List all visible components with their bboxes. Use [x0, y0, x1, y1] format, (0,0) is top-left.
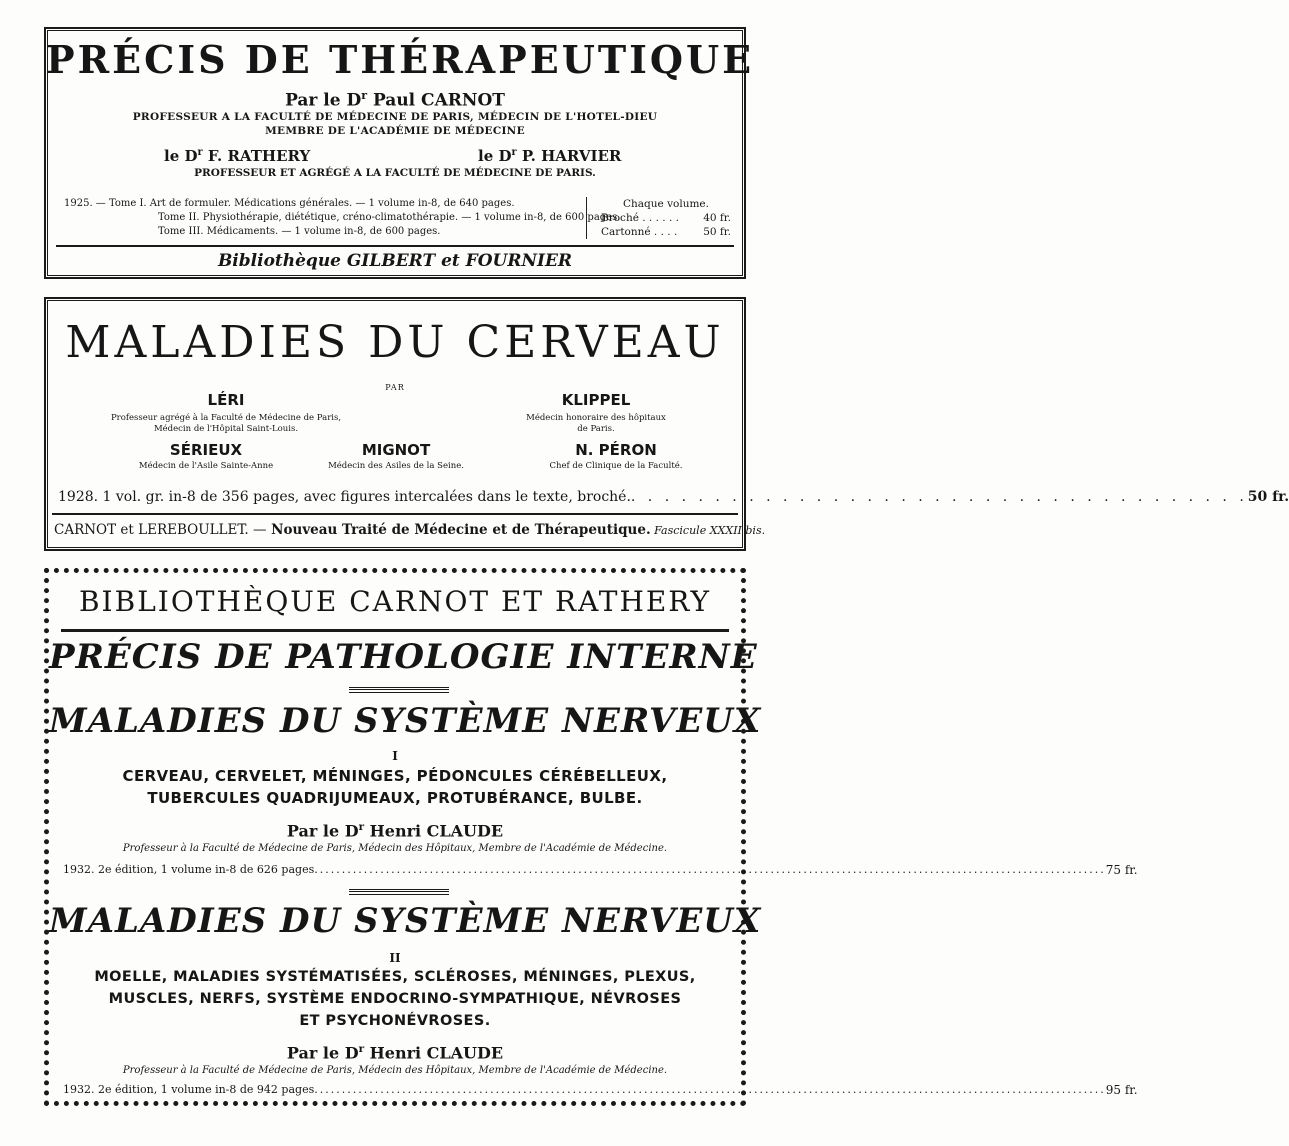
vol1-desc-line: TUBERCULES QUADRIJUMEAUX, PROTUBÉRANCE, BULBE.: [147, 789, 643, 807]
author-sup: r: [361, 89, 368, 102]
series-title: BIBLIOTHÈQUE CARNOT ET RATHERY: [78, 585, 712, 618]
cerveau-title: MALADIES DU CERVEAU: [65, 317, 725, 368]
leader-dots: ................................................................................................................................................: [314, 863, 1106, 876]
cerveau-price: 50 fr.: [1247, 489, 1289, 505]
vol1-title: MALADIES DU SYSTÈME NERVEUX: [49, 701, 762, 741]
author-leri-affiliation: Professeur agrégé à la Faculté de Médecine de Paris, Médecin de l'Hôpital Saint-Louis.: [110, 413, 342, 434]
vol2-title: MALADIES DU SYSTÈME NERVEUX: [49, 901, 762, 941]
vol1-price: 75 fr.: [1105, 863, 1138, 877]
author-peron: N. PÉRON: [575, 441, 657, 459]
vol2-author-affiliation: Professeur à la Faculté de Médecine de Paris, Médecin des Hôpitaux, Membre de l'Académie de Médecine.: [122, 1065, 668, 1076]
vol2-desc-line: ET PSYCHONÉVROSES.: [299, 1013, 491, 1029]
vol1-desc-line: CERVEAU, CERVELET, MÉNINGES, PÉDONCULES CÉRÉBELLEUX,: [122, 767, 668, 785]
publisher-line: Bibliothèque GILBERT et FOURNIER: [217, 251, 573, 271]
author-klippel: KLIPPEL: [561, 391, 631, 409]
author-serieux-affiliation: Médecin de l'Asile Sainte-Anne: [138, 461, 274, 471]
therapeutique-title: PRÉCIS DE THÉRAPEUTIQUE: [46, 37, 755, 82]
series-subtitle: PRÉCIS DE PATHOLOGIE INTERNE: [49, 637, 758, 677]
volume-line: Tome III. Médicaments. — 1 volume in-8, de 600 pages.: [158, 226, 441, 237]
author-serieux: SÉRIEUX: [169, 441, 243, 459]
vol2-edition-info: 1932. 2e édition, 1 volume in-8 de 942 pages ................................................................................................................................................ 95 fr.: [63, 1083, 1138, 1097]
author-peron-affiliation: Chef de Clinique de la Faculté.: [549, 461, 683, 471]
divider: [349, 687, 449, 693]
divider: [52, 513, 738, 515]
traite-line: CARNOT et LEREBOULLET. — Nouveau Traité de Médecine et de Thérapeutique. Fascicule XXXII bis.: [54, 522, 766, 538]
price-heading: Chaque volume.: [623, 198, 709, 210]
vol2-desc-line: MUSCLES, NERFS, SYSTÈME ENDOCRINO-SYMPATHIQUE, NÉVROSES: [108, 991, 682, 1007]
coauthor-affiliation: PROFESSEUR ET AGRÉGÉ A LA FACULTÉ DE MÉDECINE DE PARIS.: [194, 167, 596, 179]
author-affiliation-2: MEMBRE DE L'ACADÉMIE DE MÉDECINE: [265, 125, 525, 137]
leader-dots: . . . . . . . . . . . . . . . . . . . . . . . . . . . . . . . . . . . . .: [630, 489, 1248, 505]
vol1-number: I: [392, 749, 398, 763]
volume-line: Tome II. Physiothérapie, diététique, créno-climatothérapie. — 1 volume in-8, de 600 pages.: [158, 212, 621, 223]
main-author: [46, 89, 744, 111]
coauthor-name: P. HARVIER: [521, 147, 622, 165]
vol1-author: Par le $D^r$ Henri CLAUDE: [286, 821, 504, 841]
par-label: PAR: [385, 383, 405, 392]
coauthor-prefix: le D: [478, 147, 512, 165]
coauthor-harvier: [478, 147, 621, 165]
author-mignot: MIGNOT: [361, 441, 431, 459]
divider: [349, 889, 449, 895]
price-box: [586, 197, 731, 239]
author-prefix: Par le D: [285, 90, 362, 111]
cerveau-advert: [44, 297, 1289, 551]
vol1-author-affiliation: Professeur à la Faculté de Médecine de Paris, Médecin des Hôpitaux, Membre de l'Académie de Médecine.: [122, 843, 668, 854]
vol1-edition-info: 1932. 2e édition, 1 volume in-8 de 626 pages ................................................................................................................................................ 75 fr.: [63, 863, 1138, 877]
divider: [56, 245, 734, 247]
coauthor-sup: r: [197, 147, 203, 158]
divider: [61, 629, 729, 632]
coauthor-prefix: le D: [164, 147, 198, 165]
price-row-cartonne: Cartonné . . . . 50 fr.: [601, 226, 731, 238]
vol2-price: 95 fr.: [1105, 1083, 1138, 1097]
author-name: Paul CARNOT: [367, 90, 505, 111]
vol2-number: II: [389, 951, 401, 965]
author-klippel-affiliation: Médecin honoraire des hôpitaux de Paris.: [526, 413, 666, 434]
volume-list: [64, 197, 620, 239]
coauthor-name: F. RATHERY: [207, 147, 311, 165]
vol2-desc-line: MOELLE, MALADIES SYSTÉMATISÉES, SCLÉROSES, MÉNINGES, PLEXUS,: [94, 969, 696, 985]
coauthor-rathery: [164, 147, 310, 165]
price-row-broche: Broché . . . . . . 40 fr.: [601, 212, 731, 224]
coauthor-sup: r: [511, 147, 517, 158]
leader-dots: ................................................................................................................................................: [314, 1083, 1106, 1096]
author-affiliation-1: PROFESSEUR A LA FACULTÉ DE MÉDECINE DE PARIS, MÉDECIN DE L'HOTEL-DIEU: [132, 111, 658, 123]
author-mignot-affiliation: Médecin des Asiles de la Seine.: [328, 461, 464, 471]
author-leri: LÉRI: [207, 391, 245, 409]
therapeutique-advert: [44, 27, 755, 279]
volume-line: 1925. — Tome I. Art de formuler. Médications générales. — 1 volume in-8, de 640 pages.: [64, 198, 515, 209]
carnot-rathery-advert: [44, 568, 1138, 1106]
cerveau-edition-info: 1928. 1 vol. gr. in-8 de 356 pages, avec figures intercalées dans le texte, broché. . . . . . . . . . . . . . . . . . . . . . . . . . . . . . . . . . . . . . 50 fr.: [58, 489, 1289, 505]
vol2-author: Par le $D^r$ Henri CLAUDE: [286, 1043, 504, 1063]
